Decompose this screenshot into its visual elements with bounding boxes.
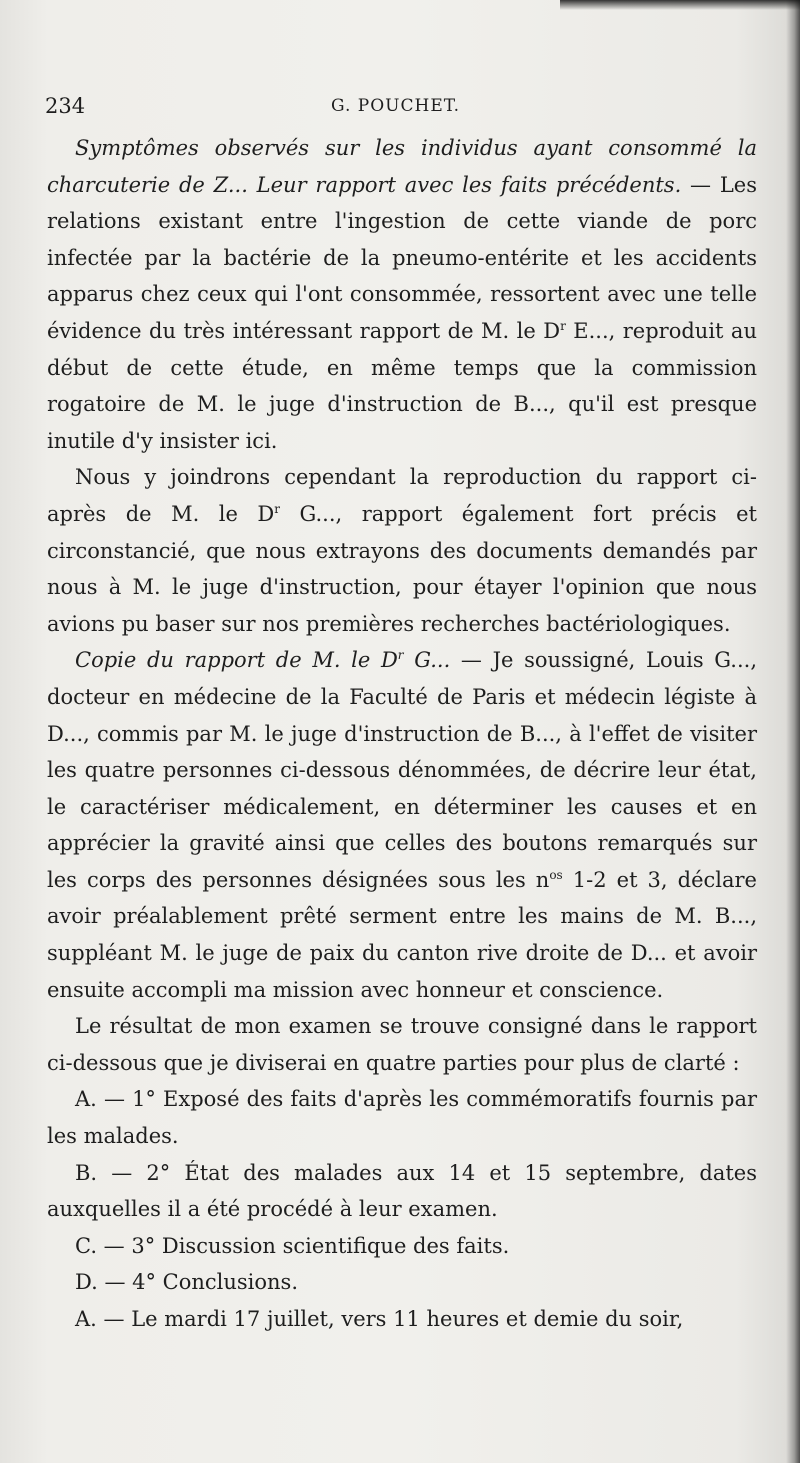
paragraph-report-intro	[47, 459, 757, 642]
enumeration-item: A. — Le mardi 17 juillet, vers 11 heures et demie du soir,	[75, 1307, 684, 1331]
paragraph-report-copy	[47, 642, 757, 1008]
page-top-shadow	[560, 0, 800, 10]
paragraph-text: G..., rapport également fort précis et circonstancié, que nous extrayons des documents demandés par nous à M. le juge d'instruction, pour étayer l'opinion que nous avions pu baser sur nos premières recherches bactériologiques.	[47, 501, 757, 636]
superscript: os	[549, 867, 563, 882]
superscript: r	[560, 318, 566, 333]
superscript: r	[274, 501, 280, 516]
enumeration-item: A. — 1° Exposé des faits d'après les commémoratifs fournis par les malades.	[47, 1087, 757, 1149]
paragraph-text: Nous y joindrons cependant la reproduction du rapport ci-après de M. le D	[47, 465, 757, 526]
paragraph-symptoms	[47, 130, 757, 459]
page-gutter-shadow	[786, 0, 800, 1463]
enumeration-item: C. — 3° Discussion scientifique des faits.	[75, 1233, 510, 1258]
running-title: G. POUCHET.	[331, 96, 460, 116]
section-heading-italic: Symptômes observés sur les individus ayant consommé la charcuterie de Z... Leur rapport avec les faits précédents.	[47, 136, 757, 197]
body-text	[47, 130, 757, 1338]
enumeration-item: D. — 4° Conclusions.	[75, 1270, 299, 1295]
section-heading-italic: Copie du rapport de M. le D	[75, 648, 398, 673]
paragraph-text: — Les relations existant entre l'ingestion de cette viande de porc infectée par la bactérie de la pneumo-entérite et les accidents apparus chez ceux qui l'ont consommée, ressortent avec une telle évidence du très intéressant rapport de M. le D	[47, 172, 757, 343]
paragraph-text: — Je soussigné, Louis G..., docteur en médecine de la Faculté de Paris et médecin légiste à D..., commis par M. le juge d'instruction de B..., à l'effet de visiter les quatre personnes ci-dessous dénommées, de décrire leur état, le caractériser médicalement, en déterminer les causes et en apprécier la gravité ainsi que celles des boutons remarqués sur les corps des personnes désignées sous les n	[47, 648, 758, 892]
paragraph-result: Le résultat de mon examen se trouve consigné dans le rapport ci-dessous que je diviserai en quatre parties pour plus de clarté :	[47, 1014, 757, 1075]
enumeration-item: B. — 2° État des malades aux 14 et 15 septembre, dates auxquelles il a été procédé à leur examen.	[47, 1160, 757, 1222]
running-head	[45, 94, 755, 124]
section-heading-italic: G...	[403, 648, 451, 673]
paragraph-text: 1-2 et 3, déclare avoir préalablement prêté serment entre les mains de M. B..., suppléant M. le juge de paix du canton rive droite de D... et avoir ensuite accompli ma mission avec honneur et conscience.	[47, 867, 757, 1002]
page-number: 234	[45, 94, 86, 118]
paragraph-text: E..., reproduit au début de cette étude, en même temps que la commission rogatoire de M. le juge d'instruction de B..., qu'il est presque inutile d'y insister ici.	[47, 318, 757, 453]
superscript: r	[397, 648, 404, 663]
